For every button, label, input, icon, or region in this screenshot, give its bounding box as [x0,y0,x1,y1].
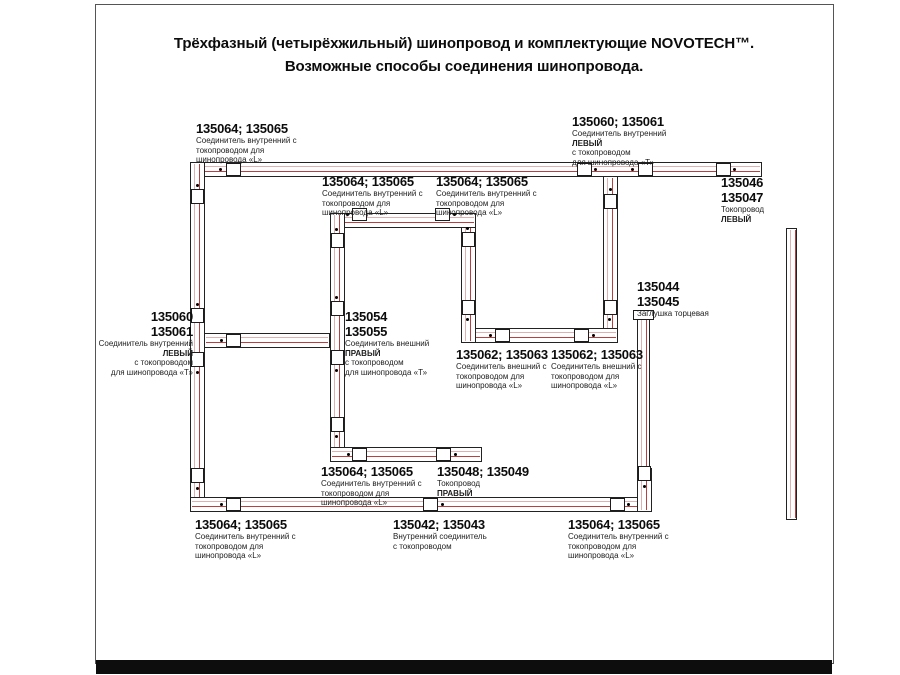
part-number: 135062; 135063 [456,347,548,362]
contact-dot [220,503,223,506]
track-left-t-branch [205,333,330,348]
label-connector-inner-L-1: 135064; 135065 Соединитель внутренний с токопроводом для шинопровода «L» [322,174,423,217]
contact-dot [196,371,199,374]
contact-dot [196,487,199,490]
part-number: 135047 [721,190,764,205]
page-title [96,32,832,78]
contact-dot [196,184,199,187]
track-capped-piece [637,318,650,468]
connector-square [191,189,204,204]
part-number: 135061 [150,324,193,339]
label-connector-inner-L-bottom-left: 135064; 135065 Соединитель внутренний с токопроводом для шинопровода «L» [195,517,296,560]
connector-square [610,498,625,511]
contact-dot [335,296,338,299]
label-connector-outer-L-2: 135062; 135063 Соединитель внешний с токопроводом для шинопровода «L» [551,347,643,390]
part-number: 135064; 135065 [436,174,528,189]
connector-square [331,301,344,316]
part-number: 135064; 135065 [568,517,660,532]
contact-dot [643,485,646,488]
contact-dot [347,453,350,456]
connector-square [331,233,344,248]
connector-square [462,232,475,247]
label-end-cap: 135044 135045 Заглушка торцевая [637,279,709,318]
part-number: 135062; 135063 [551,347,643,362]
connector-square [352,448,367,461]
part-number: 135048; 135049 [437,464,529,479]
part-number: 135042; 135043 [393,517,485,532]
contact-dot [733,168,736,171]
track-far-right [786,228,797,520]
part-number: 135045 [637,294,680,309]
label-feed-right: 135048; 135049 Токопровод ПРАВЫЙ [437,464,529,498]
label-connector-inner-left-T-top: 135060; 135061 Соединитель внутренний ЛЕВЫЙ с токопроводом для шинопровода «Т» [572,114,667,167]
part-number: 135064; 135065 [196,121,288,136]
part-number: 135044 [637,279,680,294]
contact-dot [608,318,611,321]
connector-square [604,194,617,209]
contact-dot [627,503,630,506]
label-connector-inner-L-2: 135064; 135065 Соединитель внутренний с токопроводом для шинопровода «L» [436,174,537,217]
part-number: 135064; 135065 [321,464,413,479]
part-number: 135064; 135065 [195,517,287,532]
contact-dot [592,334,595,337]
connector-square [462,300,475,315]
connector-square [331,417,344,432]
contact-dot [489,334,492,337]
contact-dot [335,228,338,231]
part-number: 135060; 135061 [572,114,664,129]
contact-dot [335,435,338,438]
connector-square [436,448,451,461]
contact-dot [220,339,223,342]
contact-dot [594,168,597,171]
part-number: 135064; 135065 [322,174,414,189]
title-line-2: Возможные способы соединения шинопровода. [284,58,644,75]
label-straight-connector: 135042; 135043 Внутренний соединитель с токопроводом [393,517,487,551]
part-number: 135055 [345,324,388,339]
contact-dot [466,227,469,230]
label-connector-inner-L-bottom: 135064; 135065 Соединитель внутренний с токопроводом для шинопровода «L» [321,464,422,507]
connector-square [191,468,204,483]
contact-dot [335,369,338,372]
contact-dot [219,168,222,171]
connector-square [604,300,617,315]
connector-square [638,466,651,481]
label-connector-outer-right-T: 135054 135055 Соединитель внешний ПРАВЫЙ с токопроводом для шинопровода «Т» [345,309,430,377]
label-connector-outer-L-1: 135062; 135063 Соединитель внешний с токопроводом для шинопровода «L» [456,347,548,390]
contact-dot [631,168,634,171]
connector-square [423,498,438,511]
contact-dot [609,188,612,191]
part-number: 135054 [345,309,388,324]
connector-square [226,498,241,511]
contact-dot [196,303,199,306]
connector-square [331,350,344,365]
label-connector-inner-L-top-left: 135064; 135065 Соединитель внутренний с токопроводом для шинопровода «L» [196,121,297,164]
connector-square [574,329,589,342]
connector-square [226,163,241,176]
title-line-1: Трёхфазный (четырёхжильный) шинопровод и комплектующие NOVOTECH™. [173,35,755,52]
part-number: 135060 [150,309,193,324]
contact-dot [441,503,444,506]
connector-square [495,329,510,342]
footer-bar [96,660,832,674]
part-number: 135046 [721,175,764,190]
contact-dot [454,453,457,456]
connector-square [226,334,241,347]
contact-dot [466,318,469,321]
label-connector-inner-L-bottom-right: 135064; 135065 Соединитель внутренний с токопроводом для шинопровода «L» [568,517,669,560]
label-connector-inner-left-T-side: 135060 135061 Соединитель внутренний ЛЕВЫЙ с токопроводом для шинопровода «Т» [55,309,193,377]
label-feed-left: 135046 135047 Токопровод ЛЕВЫЙ [721,175,765,224]
